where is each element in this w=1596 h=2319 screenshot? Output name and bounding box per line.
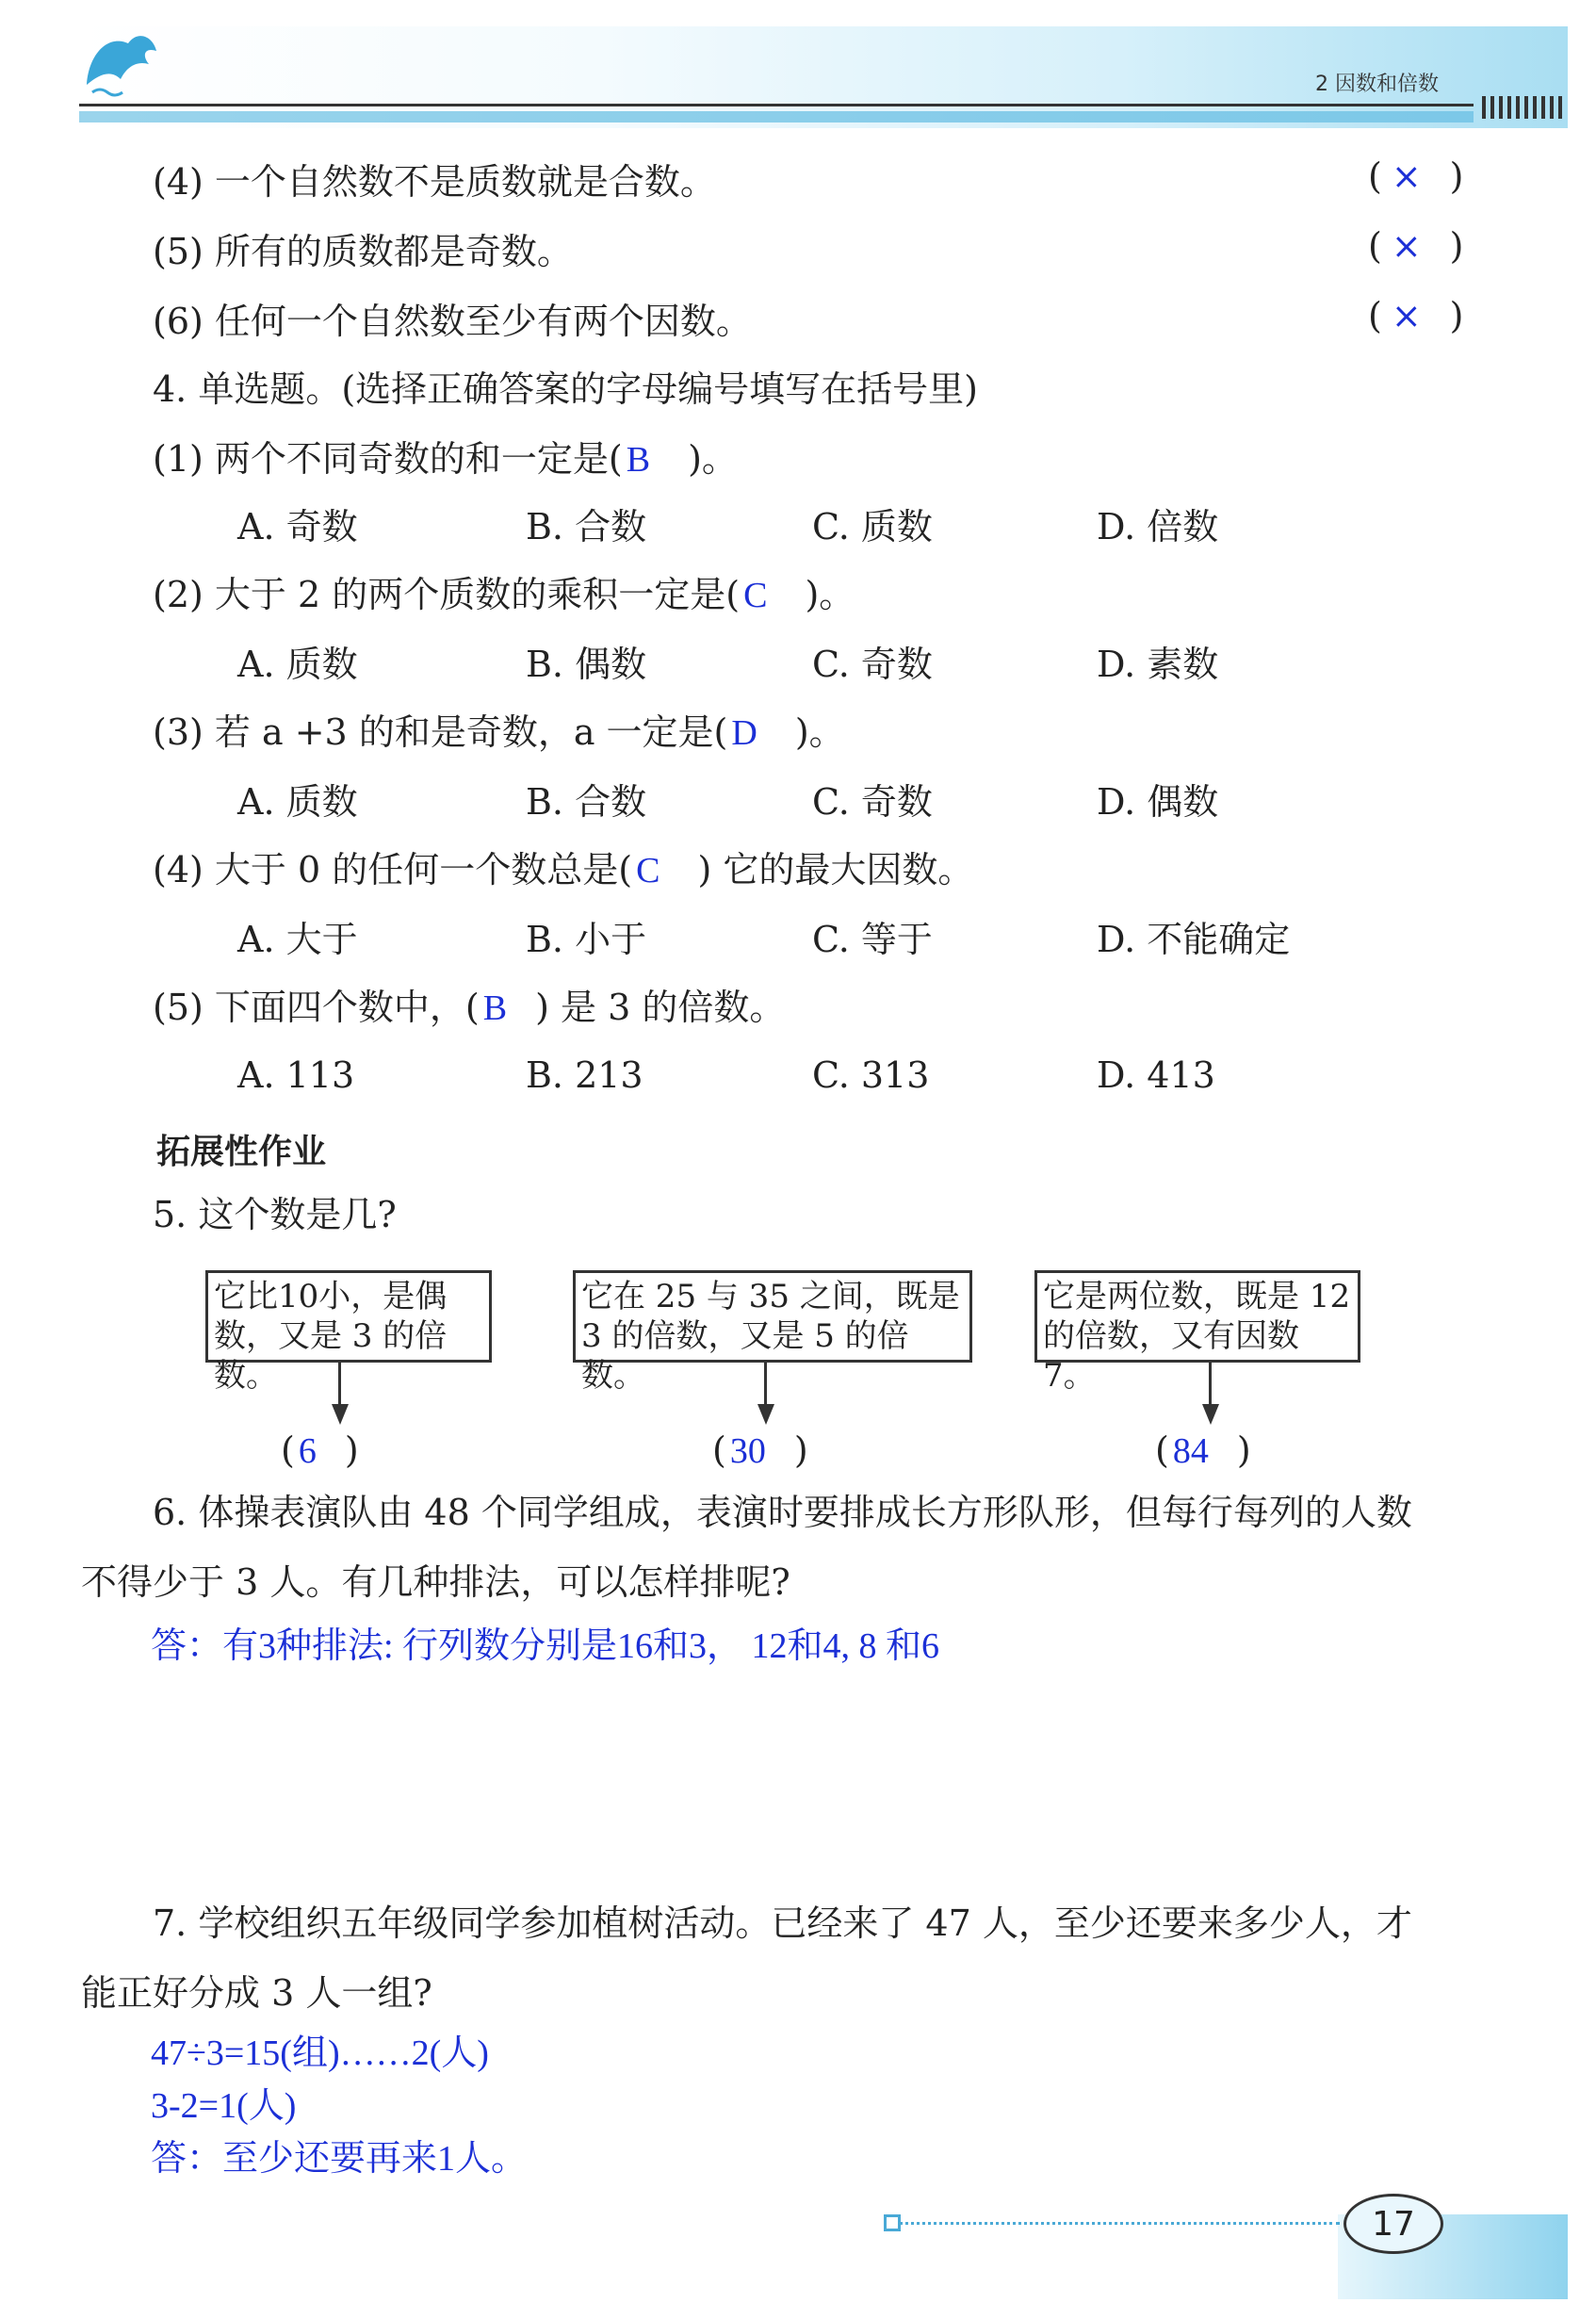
q6-answer: 答：有3种排法: 行列数分别是16和3， 12和4, 8 和6 (151, 1626, 940, 1666)
mc2-option-a: A. 质数 (237, 644, 358, 685)
footer-dotted-line (893, 2222, 1340, 2225)
mc3-option-c: C. 奇数 (812, 781, 933, 823)
mc5-option-a: A. 113 (237, 1054, 355, 1096)
mc2-option-b: B. 偶数 (526, 644, 647, 685)
mc3-option-d: D. 偶数 (1097, 781, 1219, 823)
q7-answer-line-3: 答：至少还要再来1人。 (151, 2139, 528, 2179)
header-title: 2 因数和倍数 (1315, 73, 1439, 96)
mc-question-4: (4) 大于 0 的任何一个数总是( C ) 它的最大因数。 (153, 849, 974, 890)
mc-question-3: (3) 若 a +3 的和是奇数，a 一定是( D )。 (153, 711, 845, 753)
mc2-option-d: D. 素数 (1097, 644, 1219, 685)
mc5-option-c: C. 313 (812, 1054, 930, 1096)
mc3-option-b: B. 合数 (526, 781, 647, 823)
section-title: 拓展性作业 (156, 1133, 327, 1171)
q5-arrow-2 (764, 1363, 767, 1408)
header-rule (79, 104, 1474, 106)
mc4-option-a: A. 大于 (237, 919, 358, 960)
q5-answer-3: ( 84 ) (1155, 1429, 1251, 1471)
judge-answer-6: ( × ) (1368, 295, 1464, 336)
judge-answer-4: ( × ) (1368, 155, 1464, 197)
mc4-option-b: B. 小于 (526, 919, 647, 960)
dolphin-logo-icon (79, 26, 164, 102)
q7-answer-line-2: 3-2=1(人) (151, 2086, 297, 2126)
q5-box-1: 它比10小，是偶数，又是 3 的倍数。 (205, 1270, 492, 1363)
mc4-option-d: D. 不能确定 (1097, 919, 1291, 960)
judge-question-6: (6) 任何一个自然数至少有两个因数。 (153, 301, 752, 342)
mc1-option-d: D. 倍数 (1097, 506, 1219, 547)
q7-line-1: 7. 学校组织五年级同学参加植树活动。已经来了 47 人，至少还要来多少人，才 (153, 1903, 1412, 1944)
judge-question-5: (5) 所有的质数都是奇数。 (153, 231, 573, 272)
header-stripe (79, 111, 1474, 122)
mc5-option-b: B. 213 (526, 1054, 643, 1096)
q5-arrowhead-2 (757, 1404, 774, 1425)
mc3-option-a: A. 质数 (237, 781, 358, 823)
q4-title: 4. 单选题。(选择正确答案的字母编号填写在括号里) (153, 368, 978, 410)
judge-question-4: (4) 一个自然数不是质数就是合数。 (153, 161, 716, 203)
mc1-option-a: A. 奇数 (237, 506, 358, 547)
mc1-option-b: B. 合数 (526, 506, 647, 547)
mc-question-2: (2) 大于 2 的两个质数的乘积一定是( C )。 (153, 574, 855, 615)
q5-box-3: 它是两位数，既是 12 的倍数，又有因数 7。 (1034, 1270, 1360, 1363)
footer-square-icon (884, 2214, 901, 2231)
q5-answer-1: ( 6 ) (281, 1429, 359, 1471)
mc5-option-d: D. 413 (1097, 1054, 1215, 1096)
mc-question-1: (1) 两个不同奇数的和一定是( B )。 (153, 438, 738, 480)
q6-line-2: 不得少于 3 人。有几种排法，可以怎样排呢? (81, 1561, 790, 1603)
mc4-option-c: C. 等于 (812, 919, 933, 960)
q5-title: 5. 这个数是几? (153, 1194, 397, 1235)
q7-answer-line-1: 47÷3=15(组)……2(人) (151, 2033, 489, 2073)
mc2-option-c: C. 奇数 (812, 644, 933, 685)
q7-line-2: 能正好分成 3 人一组? (81, 1972, 432, 2014)
q5-answer-2: ( 30 ) (712, 1429, 808, 1471)
q5-arrowhead-3 (1202, 1404, 1219, 1425)
q5-box-2: 它在 25 与 35 之间，既是 3 的倍数，又是 5 的倍数。 (573, 1270, 972, 1363)
mc-question-5: (5) 下面四个数中，( B ) 是 3 的倍数。 (153, 987, 786, 1028)
q5-arrow-1 (338, 1363, 341, 1408)
page-number: 17 (1344, 2194, 1443, 2254)
q5-arrow-3 (1209, 1363, 1212, 1408)
judge-answer-5: ( × ) (1368, 225, 1464, 267)
q5-arrowhead-1 (332, 1404, 349, 1425)
mc1-option-c: C. 质数 (812, 506, 933, 547)
barcode-icon (1482, 96, 1567, 119)
q6-line-1: 6. 体操表演队由 48 个同学组成，表演时要排成长方形队形，但每行每列的人数 (153, 1492, 1412, 1533)
